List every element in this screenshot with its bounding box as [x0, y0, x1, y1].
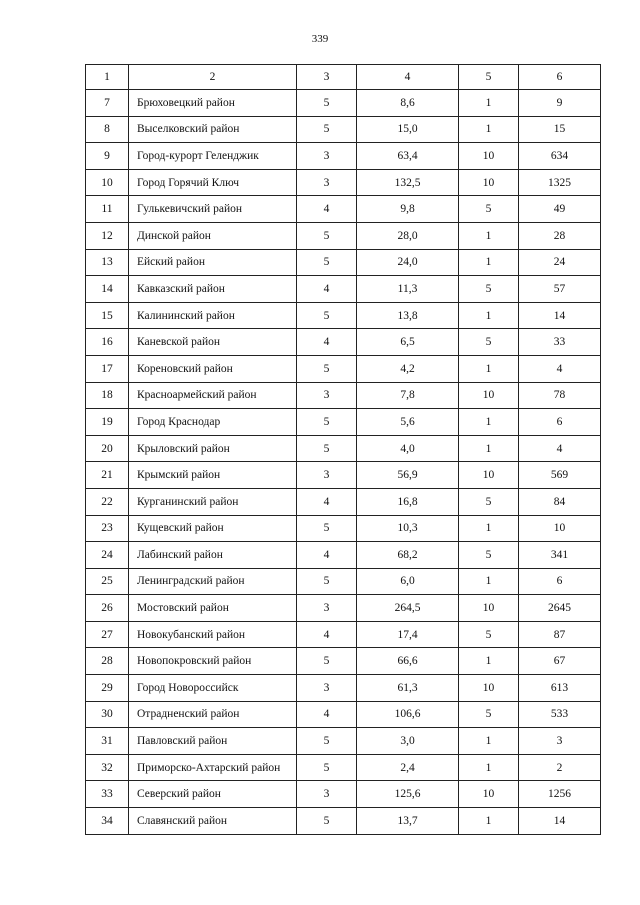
row-number-cell: 22: [86, 488, 129, 515]
col4-cell: 56,9: [357, 462, 459, 489]
row-number-cell: 33: [86, 781, 129, 808]
col6-cell: 4: [519, 355, 601, 382]
col3-cell: 5: [297, 90, 357, 117]
table-row: [86, 249, 601, 276]
col4-cell: 13,7: [357, 808, 459, 835]
table-row: [86, 276, 601, 303]
district-name-cell: Кавказский район: [129, 276, 297, 303]
col6-cell: 2645: [519, 595, 601, 622]
district-name-cell: Город Краснодар: [129, 409, 297, 436]
row-number-cell: 23: [86, 515, 129, 542]
district-name-cell: Ейский район: [129, 249, 297, 276]
col4-cell: 5,6: [357, 409, 459, 436]
table-row: [86, 329, 601, 356]
col4-cell: 2,4: [357, 754, 459, 781]
col5-cell: 1: [459, 435, 519, 462]
col6-cell: 57: [519, 276, 601, 303]
col5-cell: 5: [459, 542, 519, 569]
page-number: 339: [311, 33, 329, 45]
col4-cell: 61,3: [357, 675, 459, 702]
col3-cell: 3: [297, 462, 357, 489]
col4-cell: 4,0: [357, 435, 459, 462]
header-cell: 1: [86, 65, 129, 90]
col5-cell: 1: [459, 568, 519, 595]
table-row: [86, 595, 601, 622]
district-name-cell: Славянский район: [129, 808, 297, 835]
row-number-cell: 19: [86, 409, 129, 436]
table-row: [86, 222, 601, 249]
table-row: [86, 382, 601, 409]
col5-cell: 1: [459, 355, 519, 382]
table-row: [86, 409, 601, 436]
col3-cell: 5: [297, 754, 357, 781]
col5-cell: 1: [459, 728, 519, 755]
table-row: [86, 542, 601, 569]
col6-cell: 14: [519, 302, 601, 329]
header-cell: 3: [297, 65, 357, 90]
col6-cell: 569: [519, 462, 601, 489]
table-row: [86, 754, 601, 781]
table-row: [86, 568, 601, 595]
col4-cell: 3,0: [357, 728, 459, 755]
table-row: [86, 143, 601, 170]
col6-cell: 28: [519, 222, 601, 249]
col5-cell: 5: [459, 621, 519, 648]
col3-cell: 4: [297, 196, 357, 223]
col5-cell: 1: [459, 302, 519, 329]
row-number-cell: 15: [86, 302, 129, 329]
col3-cell: 5: [297, 728, 357, 755]
col4-cell: 68,2: [357, 542, 459, 569]
district-name-cell: Новопокровский район: [129, 648, 297, 675]
district-name-cell: Северский район: [129, 781, 297, 808]
table-row: [86, 355, 601, 382]
row-number-cell: 32: [86, 754, 129, 781]
row-number-cell: 8: [86, 116, 129, 143]
row-number-cell: 9: [86, 143, 129, 170]
col5-cell: 1: [459, 515, 519, 542]
table-row: [86, 462, 601, 489]
col6-cell: 78: [519, 382, 601, 409]
col6-cell: 341: [519, 542, 601, 569]
district-name-cell: Красноармейский район: [129, 382, 297, 409]
col6-cell: 33: [519, 329, 601, 356]
header-cell: 6: [519, 65, 601, 90]
col5-cell: 5: [459, 196, 519, 223]
col6-cell: 6: [519, 409, 601, 436]
col5-cell: 5: [459, 701, 519, 728]
col3-cell: 5: [297, 116, 357, 143]
col6-cell: 533: [519, 701, 601, 728]
col6-cell: 613: [519, 675, 601, 702]
district-name-cell: Кореновский район: [129, 355, 297, 382]
table-row: [86, 808, 601, 835]
district-name-cell: Город-курорт Геленджик: [129, 143, 297, 170]
row-number-cell: 10: [86, 169, 129, 196]
district-name-cell: Город Новороссийск: [129, 675, 297, 702]
row-number-cell: 11: [86, 196, 129, 223]
col3-cell: 3: [297, 781, 357, 808]
col4-cell: 10,3: [357, 515, 459, 542]
row-number-cell: 24: [86, 542, 129, 569]
data-table: [85, 64, 601, 835]
district-name-cell: Приморско-Ахтарский район: [129, 754, 297, 781]
col3-cell: 4: [297, 621, 357, 648]
row-number-cell: 7: [86, 90, 129, 117]
district-name-cell: Курганинский район: [129, 488, 297, 515]
col6-cell: 9: [519, 90, 601, 117]
table-row: [86, 781, 601, 808]
row-number-cell: 12: [86, 222, 129, 249]
col4-cell: 7,8: [357, 382, 459, 409]
col5-cell: 10: [459, 595, 519, 622]
district-name-cell: Брюховецкий район: [129, 90, 297, 117]
district-name-cell: Каневской район: [129, 329, 297, 356]
district-name-cell: Павловский район: [129, 728, 297, 755]
col3-cell: 3: [297, 595, 357, 622]
col3-cell: 4: [297, 276, 357, 303]
col3-cell: 5: [297, 648, 357, 675]
col3-cell: 5: [297, 568, 357, 595]
row-number-cell: 14: [86, 276, 129, 303]
col5-cell: 5: [459, 276, 519, 303]
col4-cell: 16,8: [357, 488, 459, 515]
col5-cell: 1: [459, 222, 519, 249]
col4-cell: 106,6: [357, 701, 459, 728]
table-row: [86, 196, 601, 223]
col4-cell: 28,0: [357, 222, 459, 249]
col4-cell: 13,8: [357, 302, 459, 329]
col3-cell: 4: [297, 329, 357, 356]
col5-cell: 5: [459, 329, 519, 356]
table-row: [86, 488, 601, 515]
col3-cell: 5: [297, 249, 357, 276]
col6-cell: 84: [519, 488, 601, 515]
col4-cell: 6,0: [357, 568, 459, 595]
col3-cell: 4: [297, 488, 357, 515]
col6-cell: 15: [519, 116, 601, 143]
col5-cell: 1: [459, 808, 519, 835]
row-number-cell: 16: [86, 329, 129, 356]
district-name-cell: Гулькевичский район: [129, 196, 297, 223]
col3-cell: 5: [297, 355, 357, 382]
col6-cell: 87: [519, 621, 601, 648]
col4-cell: 132,5: [357, 169, 459, 196]
district-name-cell: Крыловский район: [129, 435, 297, 462]
district-name-cell: Выселковский район: [129, 116, 297, 143]
row-number-cell: 27: [86, 621, 129, 648]
col5-cell: 1: [459, 249, 519, 276]
col3-cell: 5: [297, 409, 357, 436]
row-number-cell: 34: [86, 808, 129, 835]
district-name-cell: Кущевский район: [129, 515, 297, 542]
col5-cell: 10: [459, 143, 519, 170]
district-name-cell: Мостовский район: [129, 595, 297, 622]
col6-cell: 4: [519, 435, 601, 462]
col4-cell: 66,6: [357, 648, 459, 675]
col6-cell: 6: [519, 568, 601, 595]
row-number-cell: 18: [86, 382, 129, 409]
col6-cell: 3: [519, 728, 601, 755]
row-number-cell: 20: [86, 435, 129, 462]
row-number-cell: 30: [86, 701, 129, 728]
col6-cell: 1325: [519, 169, 601, 196]
col3-cell: 5: [297, 515, 357, 542]
table-row: [86, 435, 601, 462]
col4-cell: 11,3: [357, 276, 459, 303]
header-cell: 2: [129, 65, 297, 90]
col3-cell: 4: [297, 542, 357, 569]
col3-cell: 3: [297, 169, 357, 196]
col6-cell: 1256: [519, 781, 601, 808]
col5-cell: 1: [459, 409, 519, 436]
col4-cell: 9,8: [357, 196, 459, 223]
col3-cell: 3: [297, 143, 357, 170]
col5-cell: 10: [459, 462, 519, 489]
col5-cell: 1: [459, 754, 519, 781]
col5-cell: 1: [459, 116, 519, 143]
col4-cell: 6,5: [357, 329, 459, 356]
col3-cell: 5: [297, 302, 357, 329]
col3-cell: 4: [297, 701, 357, 728]
col3-cell: 5: [297, 435, 357, 462]
district-name-cell: Калининский район: [129, 302, 297, 329]
table-row: [86, 302, 601, 329]
col5-cell: 10: [459, 169, 519, 196]
row-number-cell: 25: [86, 568, 129, 595]
header-cell: 5: [459, 65, 519, 90]
col6-cell: 10: [519, 515, 601, 542]
col3-cell: 3: [297, 675, 357, 702]
table-row: [86, 169, 601, 196]
col5-cell: 1: [459, 648, 519, 675]
col5-cell: 10: [459, 781, 519, 808]
table-row: [86, 728, 601, 755]
col5-cell: 5: [459, 488, 519, 515]
row-number-cell: 17: [86, 355, 129, 382]
col4-cell: 63,4: [357, 143, 459, 170]
row-number-cell: 26: [86, 595, 129, 622]
col5-cell: 10: [459, 675, 519, 702]
row-number-cell: 28: [86, 648, 129, 675]
col4-cell: 17,4: [357, 621, 459, 648]
district-name-cell: Отрадненский район: [129, 701, 297, 728]
col6-cell: 2: [519, 754, 601, 781]
col4-cell: 125,6: [357, 781, 459, 808]
table-row: [86, 701, 601, 728]
row-number-cell: 21: [86, 462, 129, 489]
table-row: [86, 116, 601, 143]
col5-cell: 10: [459, 382, 519, 409]
col3-cell: 3: [297, 382, 357, 409]
district-name-cell: Крымский район: [129, 462, 297, 489]
col5-cell: 1: [459, 90, 519, 117]
district-name-cell: Город Горячий Ключ: [129, 169, 297, 196]
district-name-cell: Динской район: [129, 222, 297, 249]
col6-cell: 49: [519, 196, 601, 223]
row-number-cell: 13: [86, 249, 129, 276]
table-header-row: [86, 65, 601, 90]
district-name-cell: Ленинградский район: [129, 568, 297, 595]
col4-cell: 264,5: [357, 595, 459, 622]
header-cell: 4: [357, 65, 459, 90]
table-row: [86, 675, 601, 702]
district-name-cell: Новокубанский район: [129, 621, 297, 648]
col4-cell: 4,2: [357, 355, 459, 382]
col6-cell: 634: [519, 143, 601, 170]
col4-cell: 8,6: [357, 90, 459, 117]
district-name-cell: Лабинский район: [129, 542, 297, 569]
col4-cell: 15,0: [357, 116, 459, 143]
col4-cell: 24,0: [357, 249, 459, 276]
row-number-cell: 31: [86, 728, 129, 755]
row-number-cell: 29: [86, 675, 129, 702]
table-row: [86, 621, 601, 648]
col6-cell: 24: [519, 249, 601, 276]
col6-cell: 14: [519, 808, 601, 835]
table-row: [86, 515, 601, 542]
table-row: [86, 90, 601, 117]
col3-cell: 5: [297, 808, 357, 835]
col3-cell: 5: [297, 222, 357, 249]
col6-cell: 67: [519, 648, 601, 675]
table-row: [86, 648, 601, 675]
